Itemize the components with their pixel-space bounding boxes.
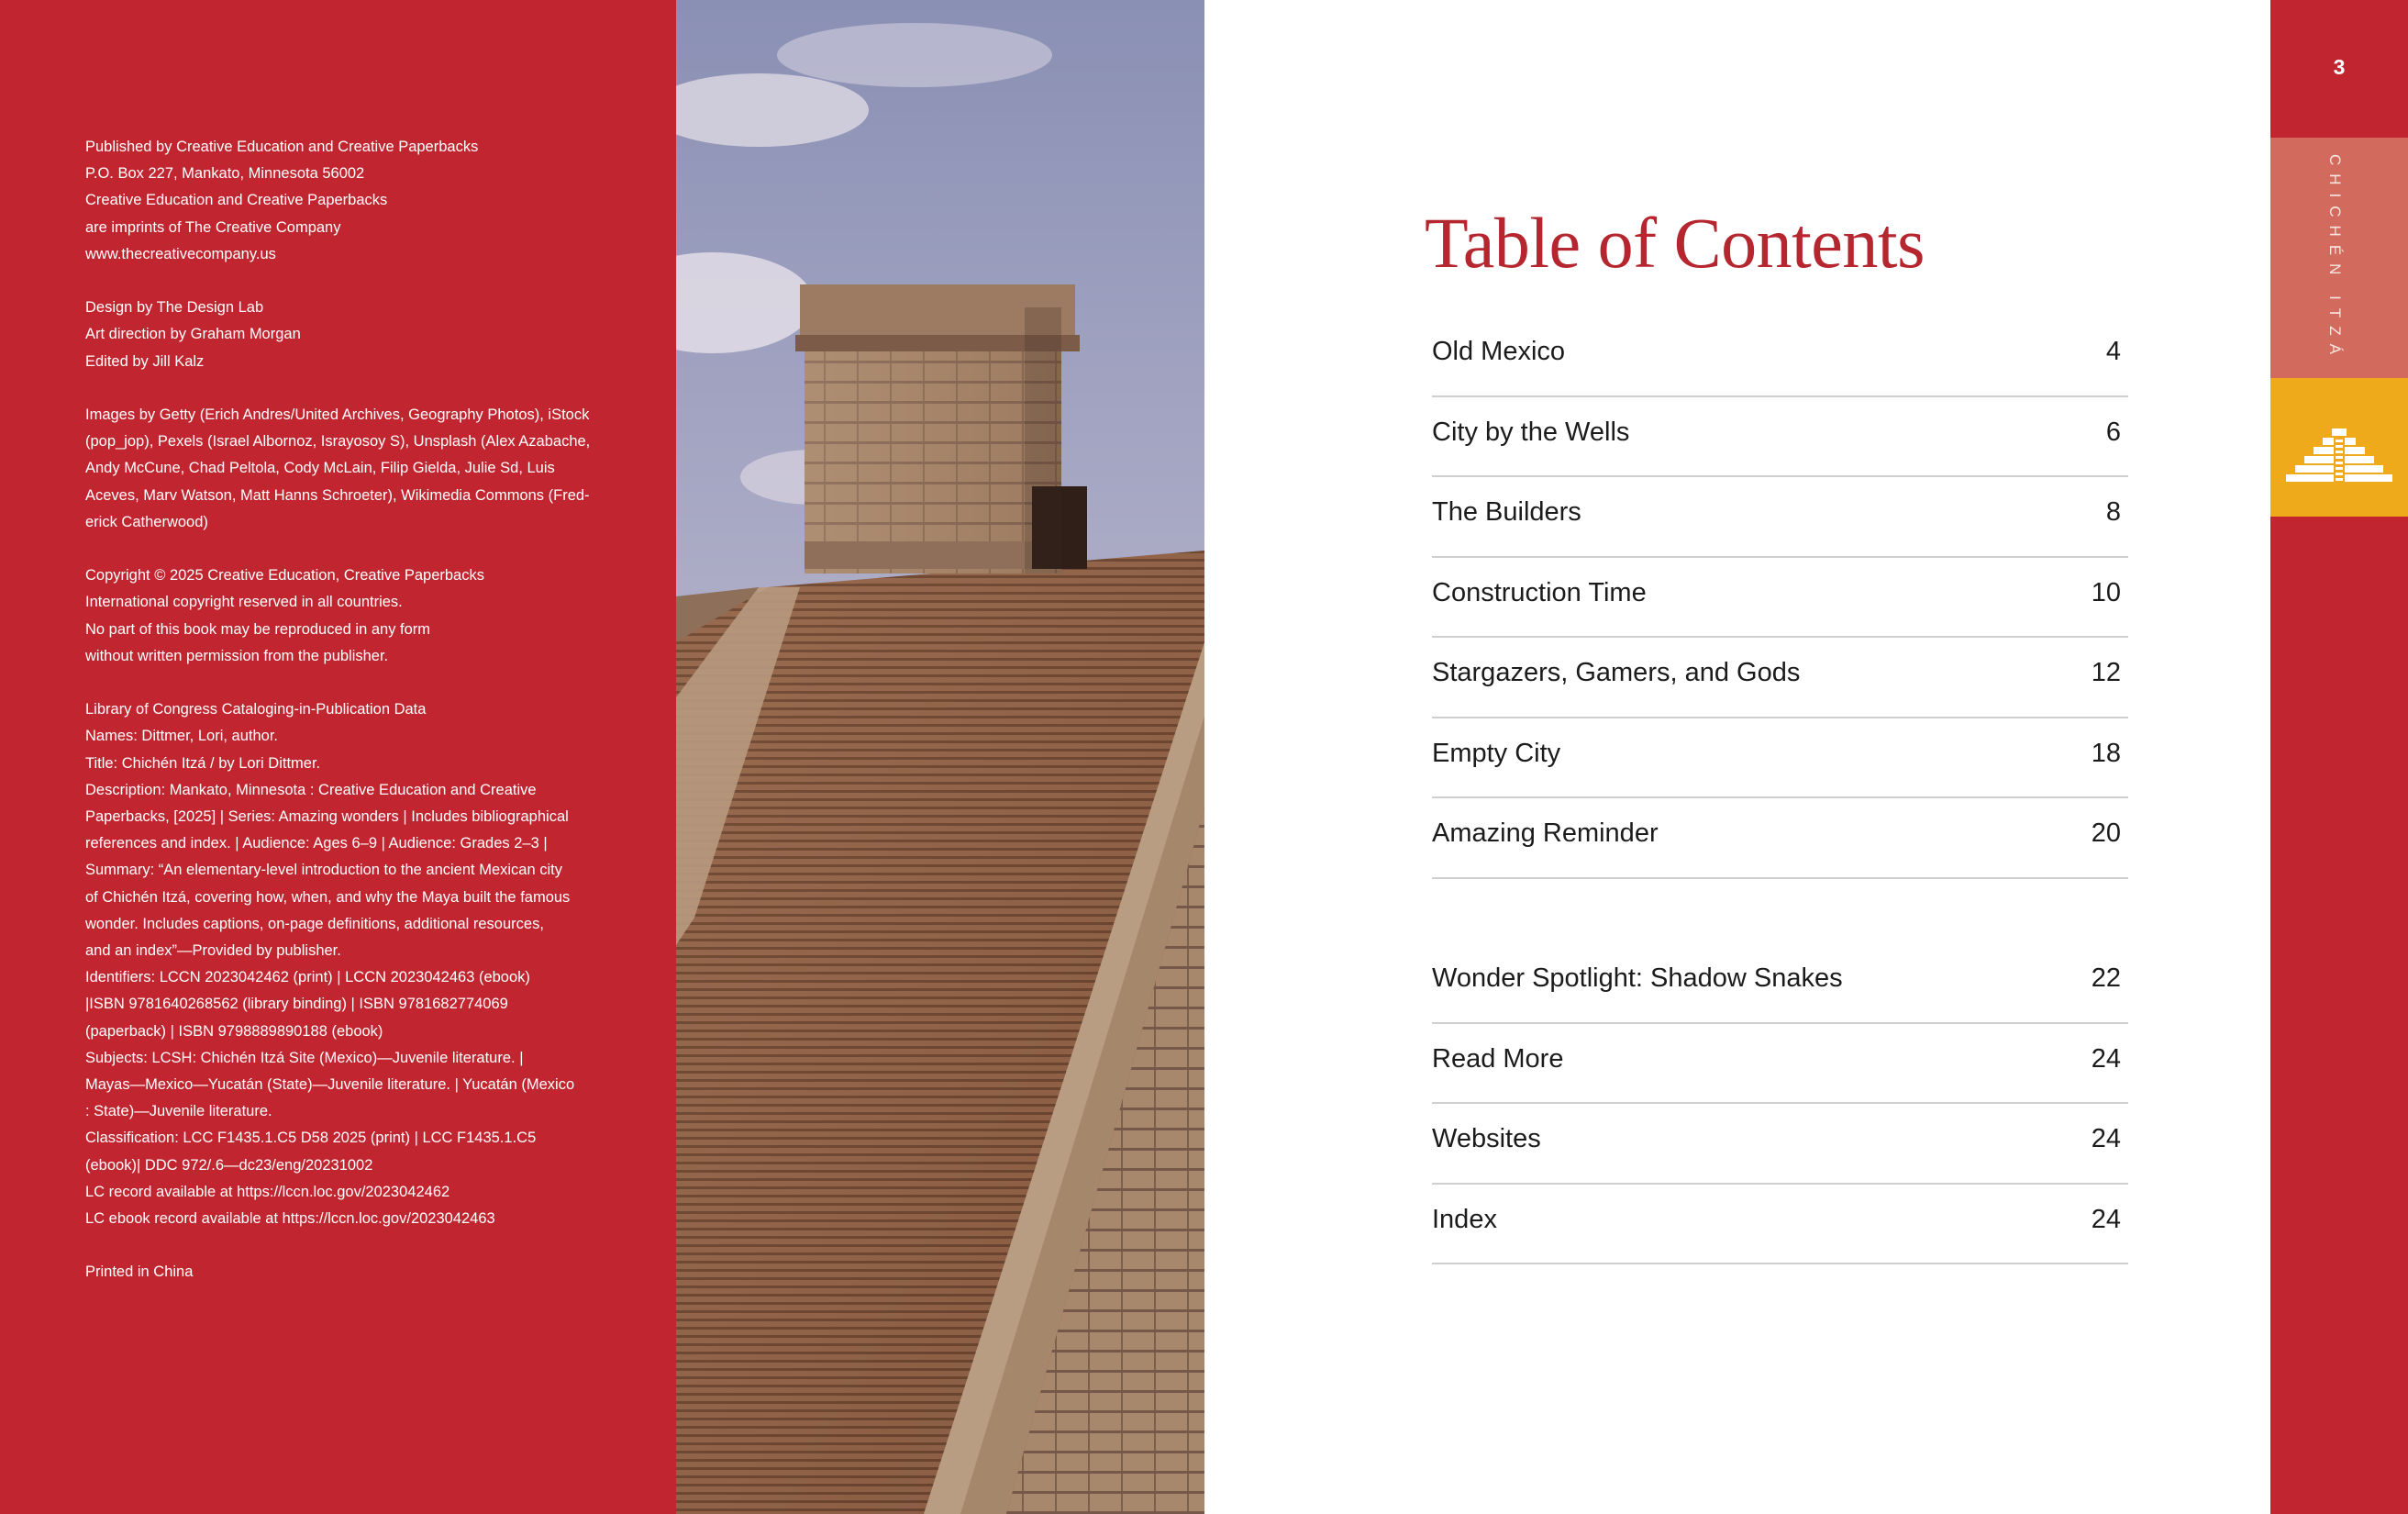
publisher-line: P.O. Box 227, Mankato, Minnesota 56002: [85, 165, 365, 183]
publisher-website: www.thecreativecompany.us: [85, 245, 276, 262]
cip-classification-line: (ebook)| DDC 972/.6—dc23/eng/20231002: [85, 1156, 373, 1174]
cip-description-line: of Chichén Itzá, covering how, when, and why the Maya built the famous: [85, 888, 571, 906]
image-credit-line: erick Catherwood): [85, 513, 208, 530]
toc-entry[interactable]: [1432, 1104, 2128, 1185]
toc-entry-title: Websites: [1432, 1124, 1541, 1153]
publisher-line: Creative Education and Creative Paperbacks: [85, 192, 388, 209]
toc-entry-title: The Builders: [1432, 497, 1581, 527]
icon-tab: [2270, 378, 2408, 517]
toc-entry[interactable]: [1432, 638, 2128, 718]
credit-line: Art direction by Graham Morgan: [85, 326, 301, 343]
cip-description: [85, 777, 599, 964]
toc-entry-title: Stargazers, Gamers, and Gods: [1432, 658, 1801, 687]
lc-ebook-record: LC ebook record available at https://lccn.loc.gov/2023042463: [85, 1210, 495, 1228]
credit-line: Edited by Jill Kalz: [85, 352, 205, 370]
toc-backmatter-list: [1432, 943, 2128, 1264]
cip-identifiers-line: Identifiers: LCCN 2023042462 (print) | LCCN 2023042463 (ebook): [85, 969, 530, 986]
image-credit-line: Images by Getty (Erich Andres/United Archives, Geography Photos), iStock: [85, 406, 590, 423]
image-credits: [85, 402, 599, 536]
toc-entry-page: 8: [2105, 497, 2121, 527]
toc-entry-page: 6: [2105, 417, 2121, 447]
book-title-tab: [2270, 138, 2408, 378]
toc-entry-page: 24: [2091, 1124, 2121, 1153]
cip-heading: Library of Congress Cataloging-in-Publication Data: [85, 701, 427, 718]
toc-entry-title: Construction Time: [1432, 577, 1647, 607]
publisher-info: [85, 134, 599, 268]
pyramid-icon: [2270, 378, 2408, 517]
toc-entry[interactable]: [1432, 317, 2128, 397]
toc-entry-page: 24: [2091, 1043, 2121, 1074]
cip-subjects-line: : State)—Juvenile literature.: [85, 1103, 272, 1120]
toc-entry-title: Amazing Reminder: [1432, 818, 1659, 848]
cip-subjects: [85, 1045, 599, 1126]
toc-entry-page: 4: [2105, 337, 2121, 366]
design-credits: [85, 295, 599, 375]
toc-entry-title: Old Mexico: [1432, 337, 1566, 366]
book-title: CHICHÉN ITZÁ: [2326, 154, 2344, 362]
toc-entry-page: 12: [2091, 658, 2121, 687]
cip-identifiers: [85, 964, 599, 1045]
rights-line: No part of this book may be reproduced in any form: [85, 620, 431, 638]
toc-entry-title: Wonder Spotlight: Shadow Snakes: [1432, 963, 1843, 993]
lc-record: LC record available at https://lccn.loc.gov/2023042462: [85, 1183, 450, 1200]
cip-description-line: Paperbacks, [2025] | Series: Amazing wonders | Includes bibliographical: [85, 808, 569, 826]
copyright-text-block: [85, 134, 599, 1313]
cip-description-line: wonder. Includes captions, on-page definitions, additional resources,: [85, 915, 544, 932]
publisher-line: are imprints of The Creative Company: [85, 218, 341, 236]
toc-entry-page: 20: [2091, 818, 2121, 848]
image-credit-line: Aceves, Marv Watson, Matt Hanns Schroeter), Wikimedia Commons (Fred-: [85, 486, 590, 504]
edge-tab: [2270, 0, 2408, 1514]
toc-main-list: [1432, 317, 2128, 879]
toc-entry-page: 10: [2091, 577, 2121, 607]
cip-names: Names: Dittmer, Lori, author.: [85, 728, 278, 745]
toc-entry-page: 22: [2091, 963, 2121, 993]
printed-in: [85, 1259, 599, 1286]
toc-entry[interactable]: [1432, 558, 2128, 639]
toc-entry[interactable]: [1432, 477, 2128, 558]
toc-entry[interactable]: [1432, 1024, 2128, 1105]
image-credit-line: Andy McCune, Chad Peltola, Cody McLain, Filip Gielda, Julie Sd, Luis: [85, 460, 555, 477]
page-number: 3: [2333, 55, 2346, 79]
rights-line: International copyright reserved in all countries.: [85, 594, 403, 611]
cip-classification-line: Classification: LCC F1435.1.C5 D58 2025 (print) | LCC F1435.1.C5: [85, 1130, 537, 1147]
toc-entry[interactable]: [1432, 943, 2128, 1024]
cip-data: [85, 696, 599, 1232]
cip-description-line: references and index. | Audience: Ages 6–9 | Audience: Grades 2–3 |: [85, 835, 548, 852]
toc-entry-page: 18: [2091, 738, 2121, 768]
pyramid-photo: [676, 0, 1204, 1514]
page-title: Table of Contents: [1425, 203, 1925, 283]
credit-line: Design by The Design Lab: [85, 299, 264, 317]
rights-notice: [85, 562, 599, 670]
rights-line: Copyright © 2025 Creative Education, Creative Paperbacks: [85, 567, 484, 584]
toc-entry[interactable]: [1432, 397, 2128, 478]
copyright-page: [0, 0, 676, 1514]
cip-description-line: Description: Mankato, Minnesota : Creative Education and Creative: [85, 781, 537, 798]
toc-entry[interactable]: [1432, 1185, 2128, 1265]
publisher-line: Published by Creative Education and Creative Paperbacks: [85, 139, 479, 155]
cip-title: Title: Chichén Itzá / by Lori Dittmer.: [85, 754, 321, 772]
cip-identifiers-line: |ISBN 9781640268562 (library binding) | ISBN 9781682774069: [85, 996, 508, 1013]
cip-identifiers-line: (paperback) | ISBN 9798889890188 (ebook): [85, 1022, 383, 1040]
toc-entry[interactable]: [1432, 718, 2128, 799]
cip-subjects-line: Subjects: LCSH: Chichén Itzá Site (Mexico)—Juvenile literature. |: [85, 1049, 524, 1066]
toc-entry-title: City by the Wells: [1432, 417, 1630, 447]
toc-entry-title: Empty City: [1432, 738, 1561, 768]
cip-description-line: Summary: “An elementary-level introduction to the ancient Mexican city: [85, 862, 562, 879]
toc-entry[interactable]: [1432, 798, 2128, 879]
cip-description-line: and an index”—Provided by publisher.: [85, 942, 341, 960]
toc-entry-title: Index: [1432, 1204, 1497, 1234]
printed-line: Printed in China: [85, 1264, 194, 1281]
cip-subjects-line: Mayas—Mexico—Yucatán (State)—Juvenile literature. | Yucatán (Mexico: [85, 1076, 575, 1094]
image-credit-line: (pop_jop), Pexels (Israel Albornoz, Israyosoy S), Unsplash (Alex Azabache,: [85, 433, 591, 451]
toc-entry-title: Read More: [1432, 1043, 1564, 1074]
toc-entry-page: 24: [2091, 1204, 2121, 1234]
cip-classification: [85, 1125, 599, 1178]
rights-line: without written permission from the publisher.: [85, 647, 389, 664]
